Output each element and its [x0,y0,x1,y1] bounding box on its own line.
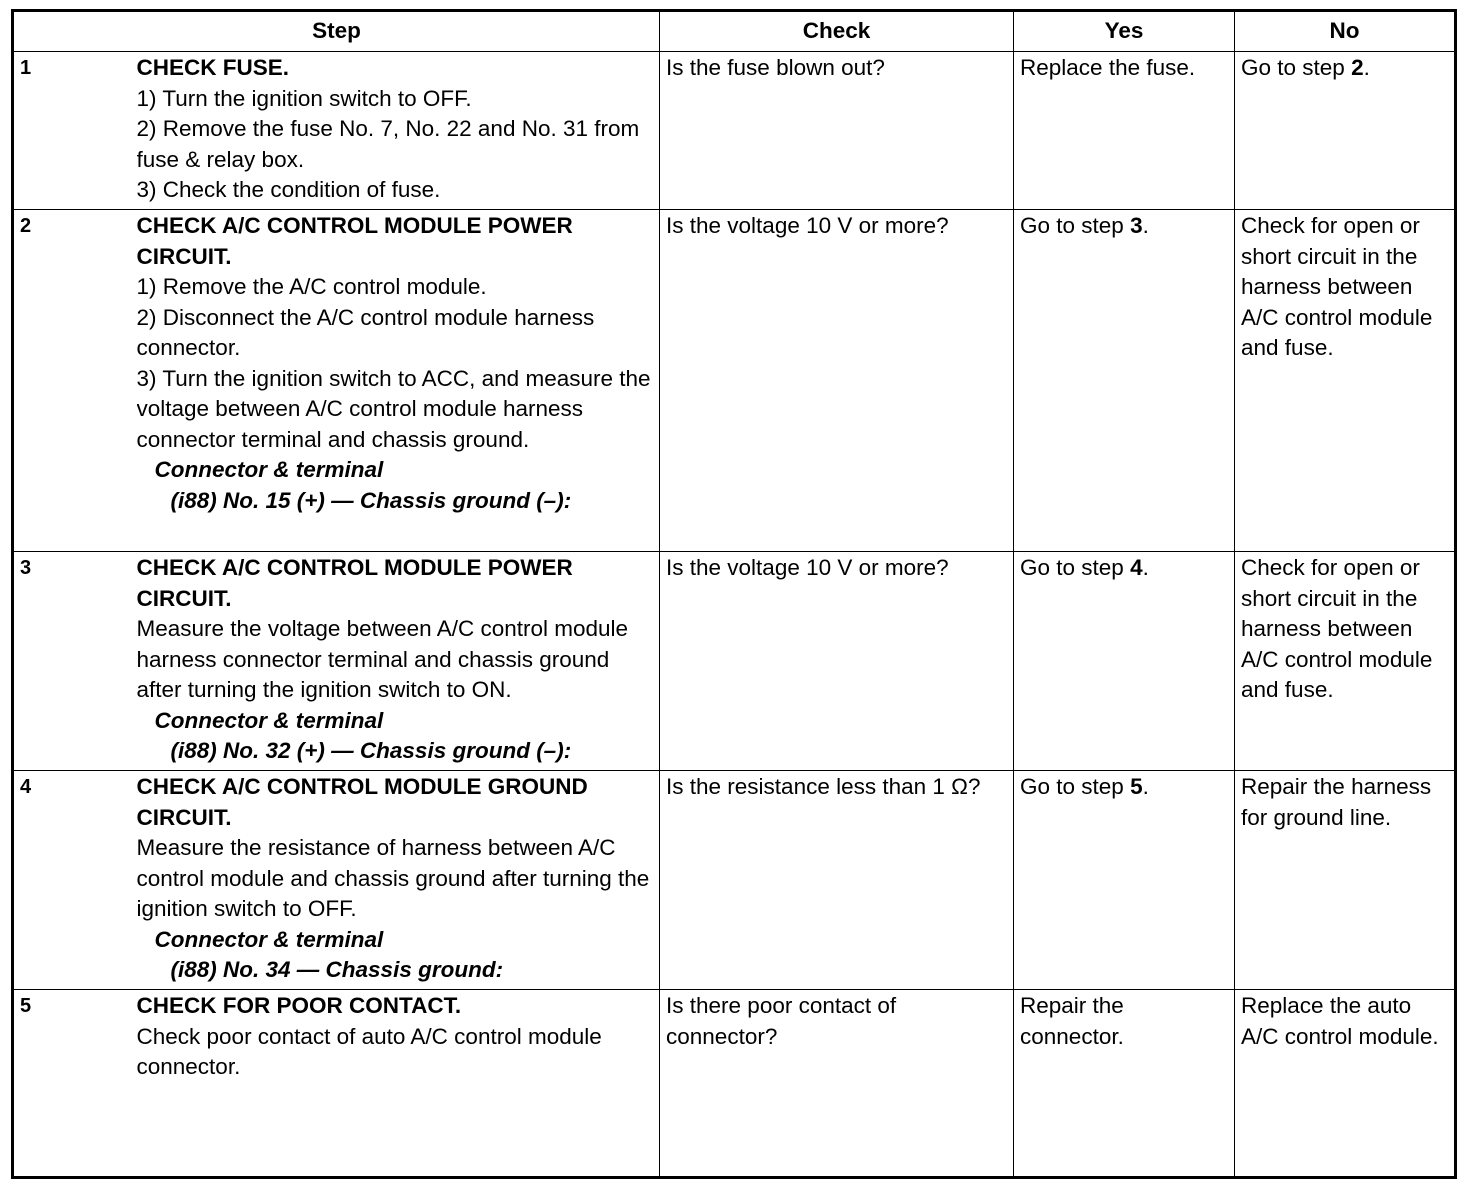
connector-terminal-value: (i88) No. 15 (+) — Chassis ground (–): [170,487,572,513]
no-cell: Check for open or short circuit in the harness between A/C control module and fuse. [1235,210,1456,552]
yes-cell: Repair the connector. [1014,990,1235,1178]
table-row [13,552,1456,771]
yes-suffix: . [1142,555,1149,580]
step-title: CHECK A/C CONTROL MODULE POWER CIRCUIT. [136,555,573,611]
procedure-line: 1) Remove the A/C control module. [136,274,487,299]
connector-terminal-label: Connector & terminal [154,457,384,482]
step-number: 1 [13,52,137,210]
procedure-line: 2) Remove the fuse No. 7, No. 22 and No. 31 from fuse & relay box. [136,116,640,172]
check-cell: Is the voltage 10 V or more? [660,552,1014,771]
check-cell: Is the fuse blown out? [660,52,1014,210]
step-title: CHECK A/C CONTROL MODULE POWER CIRCUIT. [136,213,573,269]
yes-text: Go to step [1020,555,1131,580]
step-number: 4 [13,771,137,990]
step-title: CHECK FOR POOR CONTACT. [136,993,462,1018]
no-text: Go to step [1241,55,1352,80]
yes-text: Go to step [1020,774,1131,799]
step-title: CHECK A/C CONTROL MODULE GROUND CIRCUIT. [136,774,588,830]
no-cell: Replace the auto A/C control module. [1235,990,1456,1178]
table-row [13,990,1456,1178]
no-cell [1235,52,1456,210]
connector-terminal-value: (i88) No. 32 (+) — Chassis ground (–): [170,738,572,763]
procedure-text: Measure the resistance of harness between A/C control module and chassis ground after turning the ignition switch to OFF. [136,835,650,921]
step-procedure [137,552,660,771]
procedure-line: 2) Disconnect the A/C control module harness connector. [136,304,595,360]
table-row [13,771,1456,990]
yes-suffix: . [1142,213,1149,238]
step-procedure [137,990,660,1178]
header-no: No [1235,11,1456,52]
procedure-line: 1) Turn the ignition switch to OFF. [136,85,472,111]
step-number: 3 [13,552,137,771]
header-row [13,11,1456,52]
step-procedure [137,771,660,990]
step-ref: 5 [1130,774,1143,799]
step-procedure [137,210,660,552]
yes-cell [1014,210,1235,552]
procedure-line: 3) Check the condition of fuse. [136,177,441,202]
yes-cell: Replace the fuse. [1014,52,1235,210]
no-cell: Check for open or short circuit in the harness between A/C control module and fuse. [1235,552,1456,771]
step-ref: 4 [1130,555,1143,580]
check-cell: Is the voltage 10 V or more? [660,210,1014,552]
step-ref: 2 [1351,55,1364,80]
no-cell: Repair the harness for ground line. [1235,771,1456,990]
diagnosis-table [11,9,1457,1179]
yes-text: Go to step [1020,213,1131,238]
header-yes: Yes [1014,11,1235,52]
header-check: Check [660,11,1014,52]
check-cell: Is the resistance less than 1 Ω? [660,771,1014,990]
step-number: 2 [13,210,137,552]
procedure-text: Measure the voltage between A/C control module harness connector terminal and chassis ground after turning the ignition switch to ON. [136,616,629,702]
table-row [13,210,1456,552]
procedure-line: 3) Turn the ignition switch to ACC, and measure the voltage between A/C control module harness connector terminal and chassis ground. [136,365,651,452]
procedure-text: Check poor contact of auto A/C control module connector. [136,1023,602,1079]
check-cell: Is there poor contact of connector? [660,990,1014,1178]
no-suffix: . [1363,55,1370,80]
connector-terminal-value: (i88) No. 34 — Chassis ground: [170,957,504,982]
step-ref: 3 [1130,213,1143,238]
header-step: Step [13,11,660,52]
step-procedure [137,52,660,210]
table-row [13,52,1456,210]
yes-cell [1014,771,1235,990]
connector-terminal-label: Connector & terminal [154,926,384,952]
yes-cell [1014,552,1235,771]
connector-terminal-label: Connector & terminal [154,707,384,733]
yes-suffix: . [1142,774,1149,799]
step-title: CHECK FUSE. [136,55,290,80]
step-number: 5 [13,990,137,1178]
